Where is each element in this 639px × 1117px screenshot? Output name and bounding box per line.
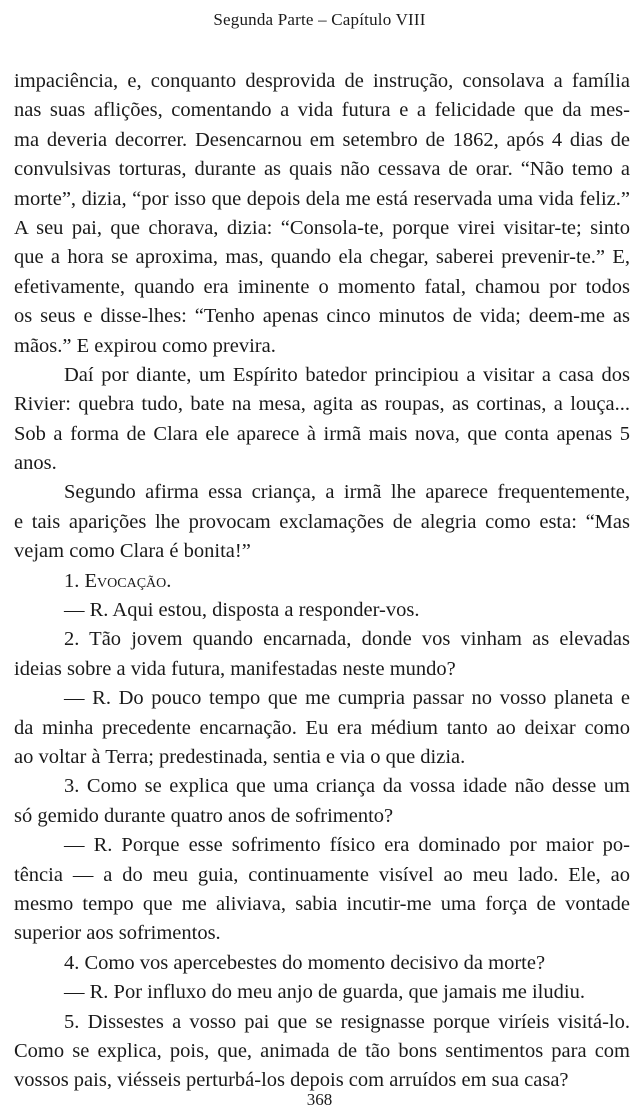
text-line: superior aos sofrimentos. bbox=[14, 922, 221, 945]
text-line: vossos pais, viésseis perturbá-los depois com arruídos em sua casa? bbox=[14, 1069, 569, 1092]
text-line: vejam como Clara é bonita!” bbox=[14, 540, 251, 563]
running-header: Segunda Parte – Capítulo VIII bbox=[213, 10, 426, 29]
item-number: 1. bbox=[64, 569, 85, 592]
text-line: morte”, dizia, “por isso que depois dela me está reservada uma vida feliz.” bbox=[14, 187, 630, 210]
text-line: ma deveria decorrer. Desencarnou em setembro de 1862, após 4 dias de bbox=[14, 128, 630, 151]
text-line: Rivier: quebra tudo, bate na mesa, agita as roupas, as cortinas, a louça... bbox=[14, 393, 630, 416]
text-line bbox=[14, 567, 630, 596]
text-line: — R. Por influxo do meu anjo de guarda, que jamais me iludiu. bbox=[64, 981, 585, 1004]
text-line: que a hora se aproxima, mas, quando ela chegar, saberei prevenir-te.” E, bbox=[14, 246, 630, 269]
page-number: 368 bbox=[306, 1090, 333, 1109]
text-line: tência — a do meu guia, continuamente visível ao meu lado. Ele, ao bbox=[14, 863, 630, 886]
text-line: Segundo afirma essa criança, a irmã lhe aparece frequentemente, bbox=[64, 481, 630, 504]
text-line: anos. bbox=[14, 452, 57, 475]
text-line: — R. Porque esse sofrimento físico era dominado por maior po- bbox=[64, 834, 630, 857]
text-line: Como se explica, pois, que, animada de tão bons sentimentos para com bbox=[14, 1039, 630, 1062]
text-line: A seu pai, que chorava, dizia: “Consola-te, porque virei visitar-te; sinto bbox=[14, 216, 630, 239]
text-line: impaciência, e, conquanto desprovida de instrução, consolava a família bbox=[14, 70, 630, 92]
text-line: 5. Dissestes a vosso pai que se resignasse porque viríeis visitá-lo. bbox=[64, 1010, 630, 1033]
text-line: 3. Como se explica que uma criança da vossa idade não desse um bbox=[64, 775, 630, 798]
text-line: Sob a forma de Clara ele aparece à irmã mais nova, que conta apenas 5 bbox=[14, 422, 630, 445]
text-line: da minha precedente encarnação. Eu era médium tanto ao deixar como bbox=[14, 716, 630, 739]
text-line: e tais aparições lhe provocam exclamações de alegria como esta: “Mas bbox=[14, 510, 630, 533]
text-line: ao voltar à Terra; predestinada, sentia e via o que dizia. bbox=[14, 745, 466, 768]
text-line: mãos.” E expirou como previra. bbox=[14, 334, 276, 357]
item-heading: Evocação. bbox=[84, 569, 172, 592]
text-line: ideias sobre a vida futura, manifestadas neste mundo? bbox=[14, 657, 456, 680]
text-line: Daí por diante, um Espírito batedor principiou a visitar a casa dos bbox=[64, 363, 630, 386]
text-line: nas suas aflições, comentando a vida futura e a felicidade que da mes- bbox=[14, 99, 630, 122]
text-line: os seus e disse-lhes: “Tenho apenas cinco minutos de vida; deem-me as bbox=[14, 305, 630, 328]
text-line: 4. Como vos apercebestes do momento decisivo da morte? bbox=[64, 951, 546, 974]
text-line: convulsivas torturas, durante as quais não cessava de orar. “Não temo a bbox=[14, 158, 630, 181]
text-line: — R. Do pouco tempo que me cumpria passar no vosso planeta e bbox=[64, 687, 630, 710]
text-line: só gemido durante quatro anos de sofrimento? bbox=[14, 804, 394, 827]
text-line: efetivamente, quando era iminente o momento fatal, chamou por todos bbox=[14, 275, 630, 298]
text-line: 2. Tão jovem quando encarnada, donde vos vinham as elevadas bbox=[64, 628, 630, 651]
body-text bbox=[14, 67, 630, 1096]
text-line: — R. Aqui estou, disposta a responder-vos. bbox=[64, 599, 420, 622]
text-line: mesmo tempo que me aliviava, sabia incutir-me uma força de vontade bbox=[14, 892, 630, 915]
